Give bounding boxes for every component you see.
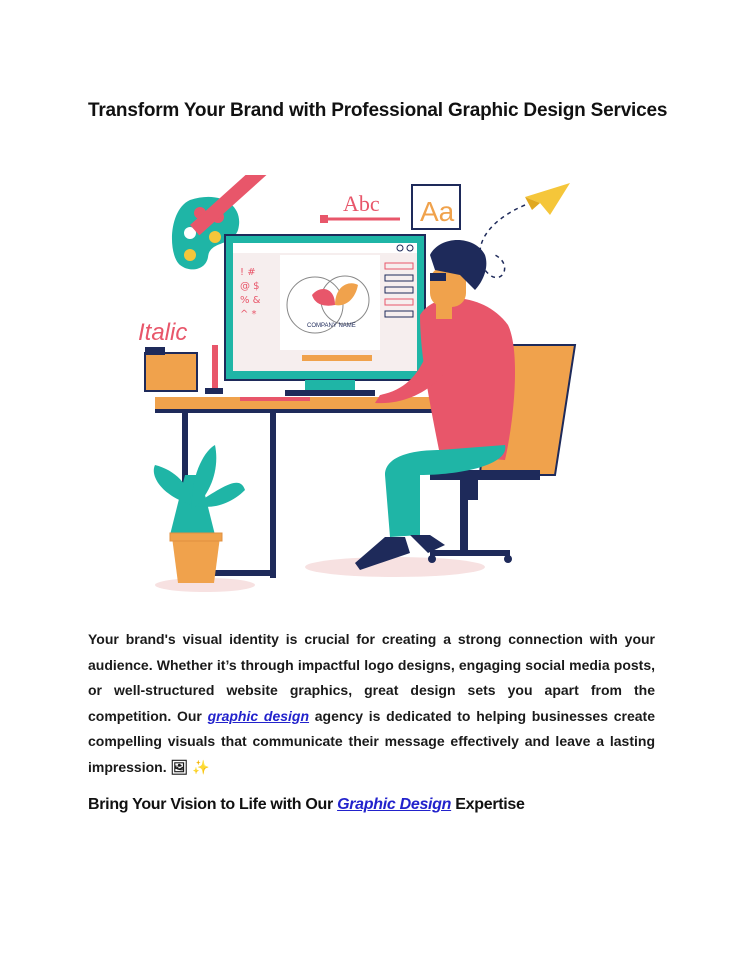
intro-text-part1: Your brand's visual identity is crucial for creating a strong connection with your audience. Whether it’s through impactful logo designs, engaging social media posts, or well-structured website graphics, great design sets you apart from the competition. Our <box>88 631 655 724</box>
section-heading-before: Bring Your Vision to Life with Our <box>88 796 338 813</box>
intro-paragraph <box>88 627 655 782</box>
section-heading <box>88 794 688 816</box>
svg-text:! #: ! # <box>240 267 256 278</box>
section-heading-after: Expertise <box>451 796 525 813</box>
graphic-design-heading-link[interactable]: Graphic Design <box>337 796 452 813</box>
aa-font-icon <box>412 185 460 229</box>
paper-plane-icon <box>480 183 570 278</box>
monitor <box>225 235 425 396</box>
italic-label: Italic <box>138 319 188 346</box>
intro-text-part2: agency is dedicated to helping businesses create compelling visuals that communicate their message effectively and leave a lasting impression. <box>88 707 655 775</box>
company-name-label: COMPANY NAME <box>307 323 356 329</box>
sparkles-icon: ✨ <box>192 759 210 776</box>
folder-icon <box>145 347 197 391</box>
designer-illustration <box>130 175 600 595</box>
graphic-design-link[interactable]: graphic design <box>207 707 310 724</box>
svg-text:@ $: @ $ <box>240 281 260 292</box>
framed-picture-icon: 🖼 <box>170 759 189 776</box>
page-title: Transform Your Brand with Professional Graphic Design Services <box>88 100 668 121</box>
abc-typography-icon <box>320 191 400 223</box>
svg-text:^ *: ^ * <box>240 309 257 320</box>
aa-label: Aa <box>420 196 455 227</box>
abc-label: Abc <box>343 191 380 216</box>
potted-plant <box>154 445 245 583</box>
svg-text:% &: % & <box>240 295 261 306</box>
